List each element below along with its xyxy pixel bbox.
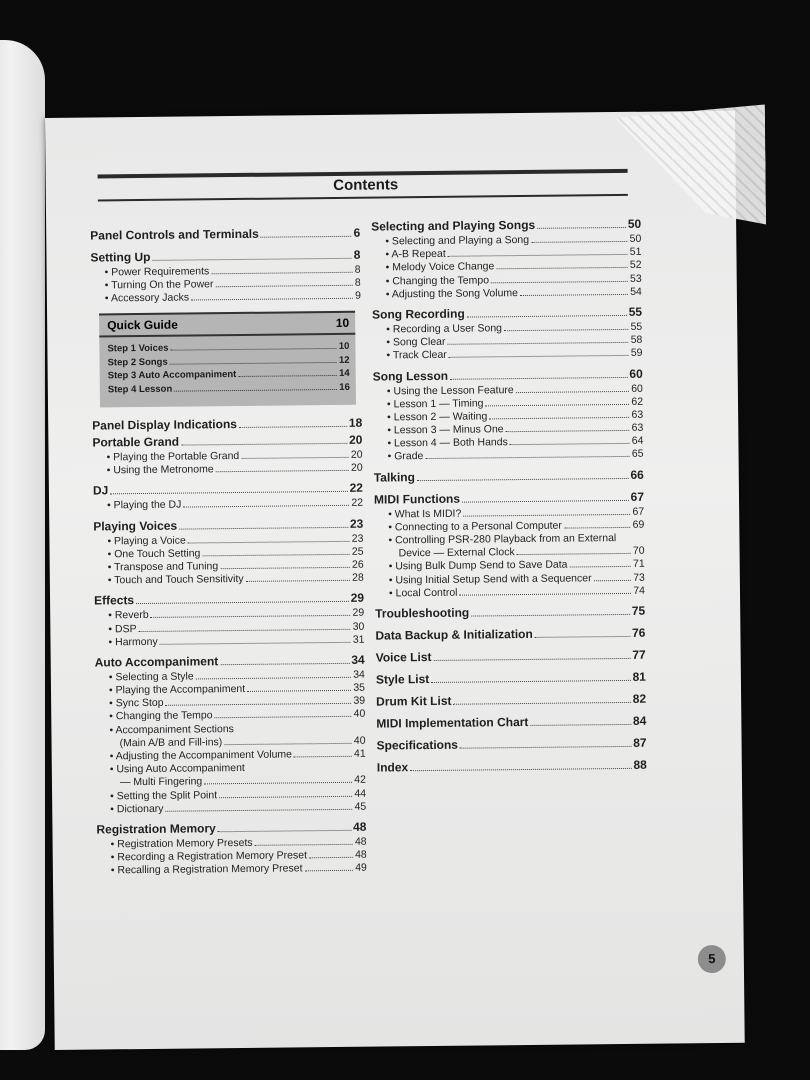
toc-entry-page: 50 [627,216,642,231]
toc-entry-label: • Accompaniment Sections [109,723,234,738]
toc-entry-page: 39 [353,694,366,708]
toc-entry-label: • Using the Lesson Feature [387,384,514,399]
toc-entry-page: 20 [348,432,363,447]
dot-leader [219,795,352,797]
dot-leader [564,527,631,529]
toc-entry-label: Song Lesson [372,368,449,384]
toc-entry-page: 84 [632,713,647,728]
quick-guide-step-label: Step 4 Lesson [107,383,173,395]
toc-entry-label: • Turning On the Power [105,278,214,292]
quick-guide-step-page: 10 [338,340,350,352]
toc-entry-label: • Lesson 2 — Waiting [387,410,487,424]
toc-entry-label: • Controlling PSR-280 Playback from an External [388,532,616,548]
dot-leader [433,658,630,661]
toc-entry-page: 67 [632,505,645,518]
toc-entry-page: 82 [632,691,647,706]
toc-entry-label: • Song Clear [386,336,445,350]
toc-entry-label: • Sync Stop [109,697,164,711]
toc-entry-label: Style List [375,671,430,687]
dot-leader [491,280,628,282]
dot-leader [489,417,629,419]
toc-entry-label: Panel Display Indications [92,417,238,433]
toc-entry-label: Playing Voices [93,518,178,534]
dot-leader [294,756,352,758]
dot-leader [425,456,630,459]
toc-entry-label: • Track Clear [386,349,446,363]
dot-leader [220,663,349,665]
facing-page-edge [0,40,45,1050]
toc-entry-page: 8 [354,276,361,289]
dot-leader [196,677,352,680]
dot-leader [110,491,347,494]
quick-guide-title: Quick Guide [107,317,178,333]
toc-entry-label: • Touch and Touch Sensitivity [108,573,244,588]
dot-leader [246,580,351,582]
toc-entry-page: 73 [633,571,645,584]
dot-leader [261,236,352,238]
dot-leader [216,470,349,472]
dot-leader [171,348,337,351]
dot-leader [204,782,352,785]
toc-entry-label: • Recalling a Registration Memory Preset [111,863,303,878]
toc-entry-label: • What Is MIDI? [388,507,461,521]
dot-leader [247,690,351,692]
dot-leader [448,254,628,257]
toc-entry-label: • A-B Repeat [385,248,445,262]
dot-leader [448,342,629,345]
dot-leader [239,426,347,428]
toc-entry-label: • Using Initial Setup Send with a Sequencer [389,572,592,587]
toc-entry-label: • Reverb [108,609,149,623]
toc-entry-label: • Grade [388,450,424,464]
dot-leader [309,857,353,858]
toc-entry-page: 87 [633,735,647,750]
dot-leader [517,553,631,555]
toc-entry-label: • Playing the DJ [107,499,181,513]
toc-entry-page: 34 [353,668,365,681]
toc-entry-page: 40 [353,708,366,721]
dot-leader [160,642,351,645]
dot-leader [179,526,348,529]
toc-entry-page: 75 [631,603,646,618]
toc-entry-page: 20 [350,461,363,475]
dot-leader [304,870,353,872]
toc-entry-page: 62 [631,395,644,408]
dot-leader [181,443,347,446]
toc-entry-page: 29 [352,606,365,620]
toc-entry-page: 77 [632,647,646,662]
dot-leader [191,298,353,301]
toc-entry-page: 63 [631,408,644,421]
toc-entry-label: • Transpose and Tuning [108,560,219,574]
dot-leader [530,724,631,726]
dot-leader [431,680,630,683]
dot-leader [151,615,351,618]
dot-leader [486,404,630,407]
toc-entry-label: • Using Auto Accompaniment [110,762,245,777]
quick-guide-step-label: Step 1 Voices [107,342,169,355]
toc-entry-label: • Lesson 3 — Minus One [387,423,503,437]
quick-guide-steps [99,335,356,398]
dot-leader [166,703,352,706]
toc-entry-label: Registration Memory [96,821,216,837]
toc-entry-page: 8 [353,247,361,262]
toc-entry-page: 35 [353,681,366,694]
toc-entry-page: 6 [353,225,361,240]
quick-guide-step-page: 14 [339,367,350,379]
quick-guide-step-page: 12 [338,354,350,366]
toc-entry-page: 60 [631,382,643,395]
toc-entry-page: 23 [351,532,364,545]
dot-leader [450,376,627,379]
dot-leader [516,390,629,392]
toc-entry-page: 63 [631,421,644,434]
toc-sub-entry [91,290,361,306]
dot-leader [449,355,629,358]
dot-leader [174,388,337,391]
toc-entry-label: Auto Accompaniment [94,654,219,670]
left-column-top [90,225,361,306]
dot-leader [520,294,628,296]
folded-corner [615,104,766,226]
toc-entry-label: MIDI Functions [373,491,461,507]
toc-entry-page: 55 [628,304,643,319]
toc-entry-page: 48 [354,848,367,861]
toc-entry-label: Data Backup & Initialization [375,626,533,643]
dot-leader [471,614,630,617]
dot-leader [166,809,353,812]
toc-entry-label: • Dictionary [110,803,163,817]
dot-leader [537,227,626,229]
toc-entry-label: • Playing a Voice [107,534,186,548]
dot-leader [417,478,629,481]
toc-entry-label: • Power Requirements [105,265,210,279]
toc-entry-label: • Recording a User Song [386,322,502,336]
quick-guide-step [100,381,356,397]
dot-leader [535,636,630,638]
dot-leader [531,241,628,243]
toc-entry-label: • Accessory Jacks [105,292,189,306]
dot-leader [504,329,629,331]
dot-leader [460,746,631,749]
toc-entry-label: • Setting the Split Point [110,789,217,803]
dot-leader [506,430,630,432]
toc-entry-page: 58 [630,333,643,347]
toc-entry-page: 18 [348,415,363,430]
toc-entry-page: 64 [631,435,644,448]
dot-leader [594,579,632,580]
toc-entry-page: 22 [349,481,363,496]
toc-heading-entry [377,757,647,777]
toc-entry-label: • Recording a Registration Memory Preset [111,849,307,864]
contents-page [45,111,745,1050]
right-column [371,216,647,777]
toc-entry-label: • Using the Metronome [107,463,214,477]
toc-entry-page: 30 [352,620,365,633]
toc-entry-label: Specifications [376,737,459,753]
toc-entry-page: 70 [632,544,645,558]
dot-leader [467,315,627,318]
toc-entry-page: 34 [351,652,365,667]
toc-entry-label: • Melody Voice Change [386,261,495,275]
toc-entry-page: 66 [630,467,644,482]
dot-leader [139,628,351,631]
toc-entry-label: Setting Up [90,249,151,265]
dot-leader [136,601,349,604]
toc-entry-page: 29 [350,590,365,606]
dot-leader [183,505,349,508]
dot-leader [202,554,350,557]
toc-entry-page: 25 [351,545,364,558]
dot-leader [496,267,628,269]
toc-entry-label: MIDI Implementation Chart [376,714,529,731]
toc-entry-page: 88 [633,757,647,772]
toc-entry-page: 45 [354,800,367,813]
dot-leader [410,768,631,771]
dot-leader [152,258,351,261]
toc-entry-label: • Adjusting the Song Volume [386,287,518,302]
toc-entry-page: 23 [349,516,364,531]
dot-leader [211,272,353,274]
page-number-badge: 5 [698,945,726,973]
dot-leader [510,443,630,445]
dot-leader [218,830,351,832]
toc-entry-page: 69 [632,518,645,531]
quick-guide-step-label: Step 3 Auto Accompaniment [107,369,237,382]
dot-leader [453,702,630,705]
left-column-bottom [92,415,367,878]
toc-entry-label: • Changing the Tempo [386,274,489,288]
toc-entry-label: • Adjusting the Accompaniment Volume [110,748,292,763]
toc-entry-label: • Registration Memory Presets [111,837,253,852]
toc-entry-page: 71 [632,558,645,571]
toc-entry-label: • Playing the Portable Grand [106,450,239,465]
toc-entry-label: • Lesson 1 — Timing [387,397,484,411]
dot-leader [462,500,629,503]
title-rule-bottom [98,194,628,202]
quick-guide-step-page: 16 [339,381,350,393]
toc-entry-page: 67 [630,489,645,504]
dot-leader [459,593,631,596]
toc-entry-label: Portable Grand [92,434,180,450]
toc-entry-page: 52 [629,259,642,272]
toc-entry-label: • One Touch Setting [108,547,201,561]
toc-entry-label: Troubleshooting [375,605,470,621]
toc-entry-label: Talking [373,469,415,485]
dot-leader [224,743,352,745]
dot-leader [255,844,353,846]
toc-entry-label: • Connecting to a Personal Computer [388,519,562,534]
toc-entry-page: 59 [630,347,643,360]
quick-guide-box [99,311,356,408]
toc-entry-page: 40 [353,734,366,747]
toc-entry-label: — Multi Fingering [119,775,203,789]
toc-entry-label: Song Recording [372,306,465,322]
toc-entry-label: • Using Bulk Dump Send to Save Data [389,559,568,574]
quick-guide-page: 10 [335,315,350,330]
dot-leader [220,567,350,569]
toc-entry-label: Selecting and Playing Songs [371,217,536,234]
toc-entry-page: 8 [354,263,361,276]
toc-entry-page: 50 [629,232,642,245]
toc-entry-label: • Changing the Tempo [109,710,212,724]
dot-leader [238,375,337,377]
toc-entry-page: 22 [351,497,364,510]
toc-entry-page: 54 [630,285,642,298]
toc-entry-page: 74 [633,584,646,597]
dot-leader [463,514,630,517]
dot-leader [216,285,353,287]
toc-entry-label: • DSP [108,623,136,636]
dot-leader [170,361,337,364]
toc-entry-label: • Selecting a Style [109,670,194,684]
toc-entry-page: 9 [354,290,361,303]
toc-entry-page: 44 [354,787,367,800]
toc-entry-page: 60 [629,366,643,381]
page-title: Contents [333,176,399,194]
toc-entry-page: 48 [353,819,367,834]
toc-entry-page: 55 [630,320,643,333]
toc-entry-page: 42 [354,774,367,787]
toc-entry-label: Effects [93,593,135,608]
dot-leader [570,566,632,568]
toc-entry-label: • Selecting and Playing a Song [385,234,529,249]
toc-entry-page: 65 [631,448,644,461]
quick-guide-header [99,313,355,338]
dot-leader [215,716,352,718]
toc-entry-page: 26 [351,558,364,571]
toc-entry-page: 76 [631,625,646,640]
toc-entry-page: 48 [354,835,367,848]
toc-entry-label: Device — External Clock [398,546,515,560]
dot-leader [241,457,349,459]
toc-entry-page: 53 [629,272,642,285]
toc-entry-page: 20 [350,448,363,461]
toc-entry-page: 49 [355,861,367,875]
toc-entry-page: 51 [629,245,642,259]
toc-entry-label: • Harmony [108,636,157,650]
toc-entry-label: Index [376,760,409,775]
toc-entry-page: 41 [353,747,366,760]
toc-entry-label: • Local Control [389,586,458,600]
toc-entry-label: Drum Kit List [376,693,452,709]
toc-entry-page: 28 [352,571,364,584]
toc-entry-label: Panel Controls and Terminals [90,226,259,243]
toc-entry-label: Voice List [375,649,432,665]
toc-entry-label: (Main A/B and Fill-ins) [119,735,223,750]
toc-sub-entry [97,862,367,878]
toc-entry-label: • Playing the Accompaniment [109,683,245,698]
toc-entry-page: 31 [352,633,365,646]
toc-entry-page: 81 [632,669,646,684]
toc-entry-label: • Lesson 4 — Both Hands [387,436,508,450]
dot-leader [188,540,350,543]
quick-guide-step-label: Step 2 Songs [107,356,168,368]
toc-entry-label: DJ [92,483,109,498]
